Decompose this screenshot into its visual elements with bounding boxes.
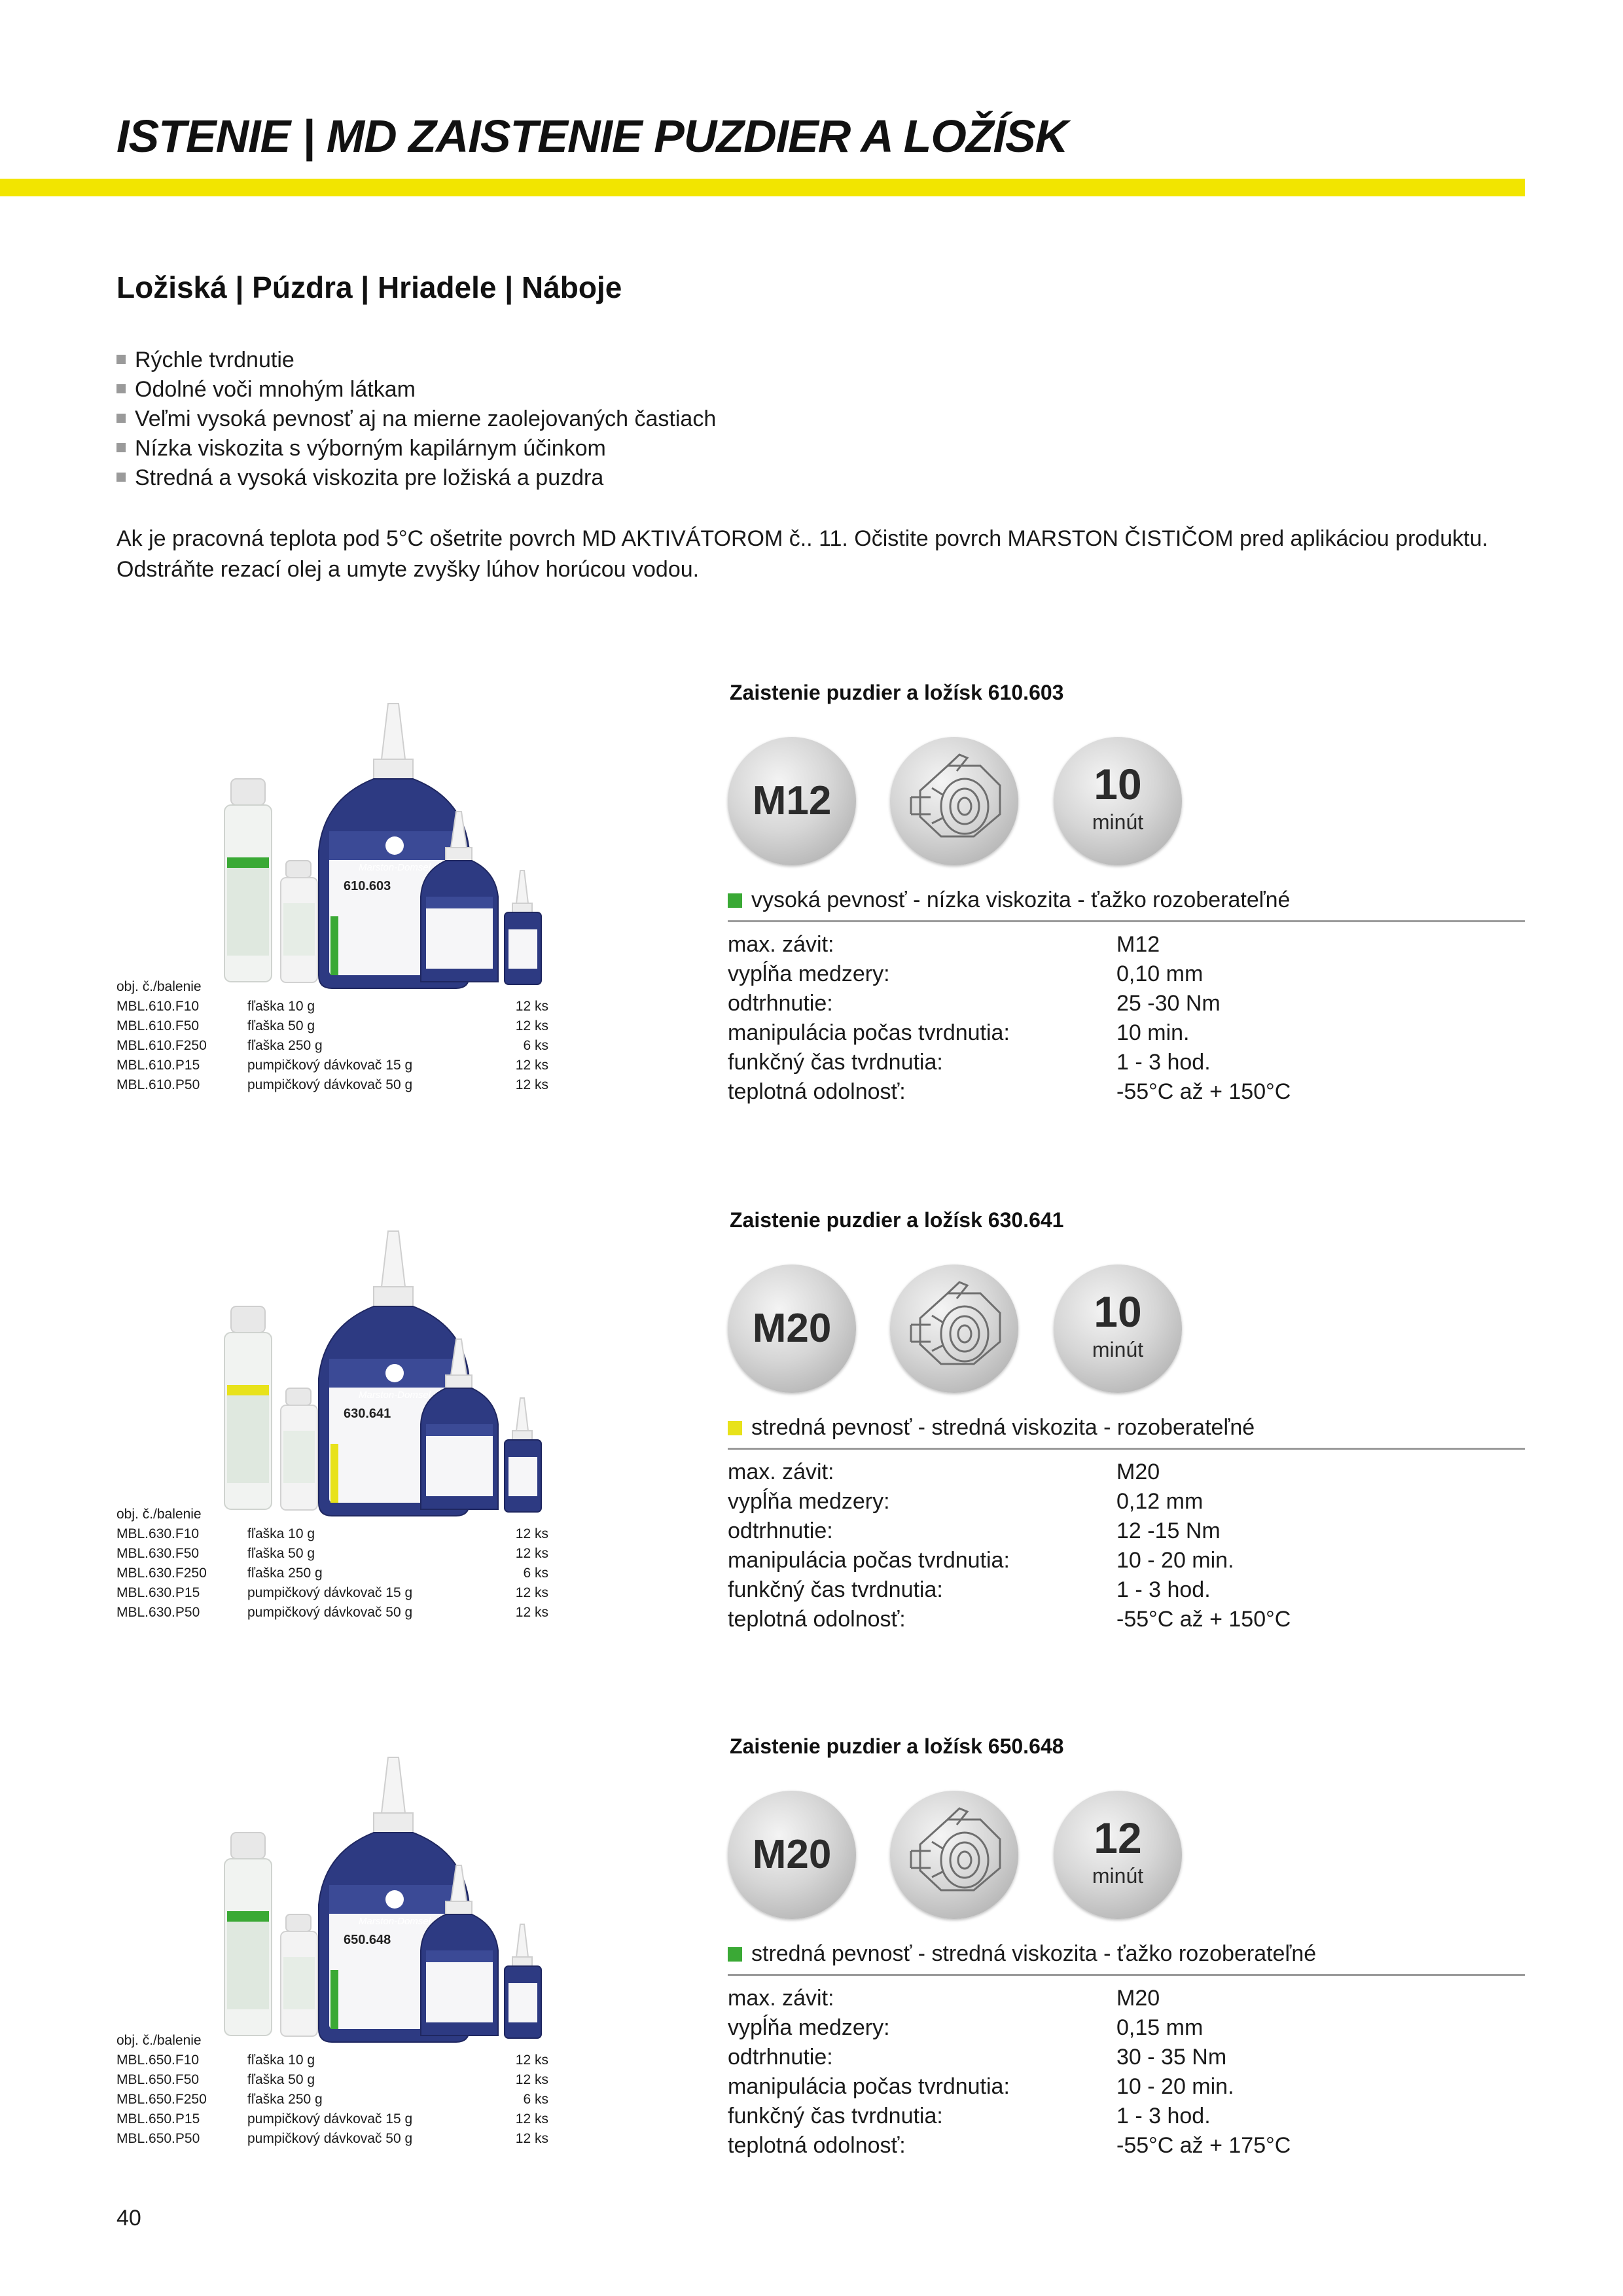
order-description: pumpičkový dávkovač 50 g [247,1077,413,1092]
thread-value: M12 [752,778,832,823]
product-block [0,1208,1623,1706]
product-block [0,1734,1623,2232]
properties-divider [728,920,1525,922]
svg-text:650.648: 650.648 [344,1933,391,1947]
order-description: fľaška 50 g [247,2072,315,2087]
bullet-square-icon [116,355,126,364]
spec-table [728,1460,1525,1636]
feature-list [116,346,716,493]
thread-value: M20 [752,1306,832,1351]
order-table-header: obj. č./balenie [116,2033,202,2048]
cure-time-value: 10 [1094,760,1142,808]
order-quantity: 6 ks [523,1566,548,1581]
spec-row-handling: manipulácia počas tvrdnutia: 10 - 20 min. [728,1548,1234,1573]
order-row [116,2092,548,2111]
feature-item: Rýchle tvrdnutie [116,346,716,375]
pump-dispenser-large [224,1306,272,1509]
feature-item: Stredná a vysoká viskozita pre ložiská a puzdra [116,463,716,493]
product-name: Zaistenie puzdier a ložísk 650.648 [730,1734,1064,1758]
order-quantity: 12 ks [515,1526,548,1541]
spec-row-thread: max. závit: M20 [728,1986,1160,2011]
product-photo [213,700,560,1001]
order-description: pumpičkový dávkovač 15 g [247,2111,413,2126]
order-quantity: 12 ks [515,2072,548,2087]
order-table-header: obj. č./balenie [116,1507,202,1522]
order-row [116,1526,548,1546]
order-description: fľaška 10 g [247,999,315,1014]
title-underline-bar [0,179,1525,196]
bearing-shaft-icon [890,1265,1018,1393]
pump-dispenser-small [281,861,317,982]
spec-table [728,1986,1525,2162]
order-code: MBL.610.F250 [116,1038,207,1053]
property-color-square-icon [728,1421,742,1435]
properties-line [728,1415,1255,1441]
order-code: MBL.650.F250 [116,2092,207,2107]
order-code: MBL.630.P50 [116,1605,200,1620]
page-title: ISTENIE | MD ZAISTENIE PUZDIER A LOŽÍSK [116,111,1068,162]
order-table [116,2033,548,2151]
order-code: MBL.650.P50 [116,2131,200,2146]
spec-row-handling: manipulácia počas tvrdnutia: 10 min. [728,1020,1190,1045]
cure-time-value: 12 [1094,1814,1142,1862]
order-table-header: obj. č./balenie [116,979,202,994]
order-description: pumpičkový dávkovač 50 g [247,2131,413,2146]
order-quantity: 12 ks [515,2111,548,2126]
order-description: fľaška 10 g [247,1526,315,1541]
svg-text:630.641: 630.641 [344,1407,391,1421]
spec-row-temperature: teplotná odolnosť: -55°C až + 175°C [728,2133,1291,2158]
order-row [116,1585,548,1605]
pump-dispenser-small [281,1388,317,1510]
property-color-square-icon [728,1947,742,1962]
section-subtitle: Ložiská | Púzdra | Hriadele | Náboje [116,270,622,304]
properties-line [728,1941,1316,1967]
spec-table [728,932,1525,1109]
pump-dispenser-small [281,1914,317,2036]
order-row [116,999,548,1018]
spec-row-breakaway: odtrhnutie: 30 - 35 Nm [728,2045,1227,2070]
spec-row-functional: funkčný čas tvrdnutia: 1 - 3 hod. [728,1577,1211,1602]
order-row [116,2131,548,2151]
bullet-square-icon [116,443,126,452]
order-description: pumpičkový dávkovač 15 g [247,1585,413,1600]
order-row [116,1018,548,1038]
max-thread-badge [728,1265,856,1393]
product-photo [213,1228,560,1529]
thread-value: M20 [752,1832,832,1877]
order-quantity: 12 ks [515,2053,548,2068]
order-code: MBL.610.F50 [116,1018,200,1033]
order-row [116,1546,548,1566]
spec-row-thread: max. závit: M12 [728,932,1160,957]
cure-time-badge [1054,1265,1182,1393]
feature-item: Veľmi vysoká pevnosť aj na mierne zaolejovaných častiach [116,404,716,434]
cure-time-badge [1054,1791,1182,1919]
order-table [116,979,548,1097]
order-table [116,1507,548,1624]
bottle-10g [505,870,541,984]
spec-row-gap: vypĺňa medzery: 0,15 mm [728,2015,1204,2040]
bearing-shaft-icon [890,1791,1018,1919]
spec-row-temperature: teplotná odolnosť: -55°C až + 150°C [728,1607,1291,1632]
order-quantity: 12 ks [515,1058,548,1073]
order-code: MBL.610.P50 [116,1077,200,1092]
bullet-square-icon [116,384,126,393]
spec-row-breakaway: odtrhnutie: 12 -15 Nm [728,1518,1221,1543]
properties-text: vysoká pevnosť - nízka viskozita - ťažko rozoberateľné [751,888,1291,912]
pump-dispenser-large [224,1833,272,2036]
order-code: MBL.650.F50 [116,2072,200,2087]
order-code: MBL.630.P15 [116,1585,200,1600]
bearing-shaft-icon [890,737,1018,865]
product-name: Zaistenie puzdier a ložísk 630.641 [730,1208,1064,1232]
spec-row-functional: funkčný čas tvrdnutia: 1 - 3 hod. [728,1050,1211,1075]
product-name: Zaistenie puzdier a ložísk 610.603 [730,681,1064,704]
spec-row-gap: vypĺňa medzery: 0,12 mm [728,1489,1204,1514]
order-code: MBL.650.F10 [116,2053,200,2068]
bullet-square-icon [116,473,126,482]
order-row [116,2072,548,2092]
order-description: fľaška 250 g [247,2092,323,2107]
order-description: pumpičkový dávkovač 15 g [247,1058,413,1073]
order-description: fľaška 50 g [247,1018,315,1033]
cure-time-badge [1054,737,1182,865]
properties-text: stredná pevnosť - stredná viskozita - rozoberateľné [751,1415,1255,1440]
properties-divider [728,1974,1525,1976]
feature-item: Nízka viskozita s výborným kapilárnym účinkom [116,434,716,463]
order-row [116,1605,548,1624]
spec-row-temperature: teplotná odolnosť: -55°C až + 150°C [728,1079,1291,1104]
spec-row-gap: vypĺňa medzery: 0,10 mm [728,961,1204,986]
order-quantity: 6 ks [523,2092,548,2107]
svg-text:Marston-Domsel: Marston-Domsel [358,1916,431,1927]
properties-line [728,888,1290,913]
order-description: pumpičkový dávkovač 50 g [247,1605,413,1620]
order-code: MBL.630.F10 [116,1526,200,1541]
max-thread-badge [728,737,856,865]
intro-paragraph: Ak je pracovná teplota pod 5°C ošetrite povrch MD AKTIVÁTOROM č.. 11. Očistite povrch MARSTON ČISTIČOM pred aplikáciou produktu. Odstráňte rezací olej a umyte zvyšky lúhov horúcou vodou. [116,526,1488,582]
properties-text: stredná pevnosť - stredná viskozita - ťažko rozoberateľné [751,1941,1317,1966]
cure-time-unit: minút [1092,810,1144,834]
order-row [116,1058,548,1077]
spec-row-thread: max. závit: M20 [728,1460,1160,1484]
svg-text:Marston-Domsel: Marston-Domsel [358,862,431,873]
order-code: MBL.610.F10 [116,999,200,1014]
order-code: MBL.610.P15 [116,1058,200,1073]
order-description: fľaška 250 g [247,1038,323,1053]
order-code: MBL.650.P15 [116,2111,200,2126]
bullet-square-icon [116,414,126,423]
order-quantity: 12 ks [515,1585,548,1600]
order-row [116,2111,548,2131]
cure-time-unit: minút [1092,1338,1144,1361]
order-row [116,2053,548,2072]
order-description: fľaška 50 g [247,1546,315,1561]
order-code: MBL.630.F250 [116,1566,207,1581]
feature-item: Odolné voči mnohým látkam [116,375,716,404]
spec-row-functional: funkčný čas tvrdnutia: 1 - 3 hod. [728,2104,1211,2128]
bottle-10g [505,1398,541,1512]
order-quantity: 12 ks [515,1546,548,1561]
order-quantity: 12 ks [515,1018,548,1033]
svg-text:Marston-Domsel: Marston-Domsel [358,1390,431,1401]
order-quantity: 12 ks [515,1077,548,1092]
max-thread-badge [728,1791,856,1919]
product-photo [213,1754,560,2055]
property-color-square-icon [728,893,742,908]
order-code: MBL.630.F50 [116,1546,200,1561]
properties-divider [728,1448,1525,1450]
cure-time-value: 10 [1094,1287,1142,1336]
order-quantity: 12 ks [515,2131,548,2146]
order-description: fľaška 10 g [247,2053,315,2068]
svg-text:610.603: 610.603 [344,879,391,893]
order-row [116,1038,548,1058]
order-quantity: 6 ks [523,1038,548,1053]
page-number: 40 [116,2206,141,2231]
spec-row-handling: manipulácia počas tvrdnutia: 10 - 20 min. [728,2074,1234,2099]
order-row [116,1566,548,1585]
order-quantity: 12 ks [515,1605,548,1620]
pump-dispenser-large [224,779,272,982]
bottle-10g [505,1924,541,2038]
order-row [116,1077,548,1097]
cure-time-unit: minút [1092,1864,1144,1888]
product-block [0,681,1623,1178]
order-quantity: 12 ks [515,999,548,1014]
order-description: fľaška 250 g [247,1566,323,1581]
spec-row-breakaway: odtrhnutie: 25 -30 Nm [728,991,1221,1016]
